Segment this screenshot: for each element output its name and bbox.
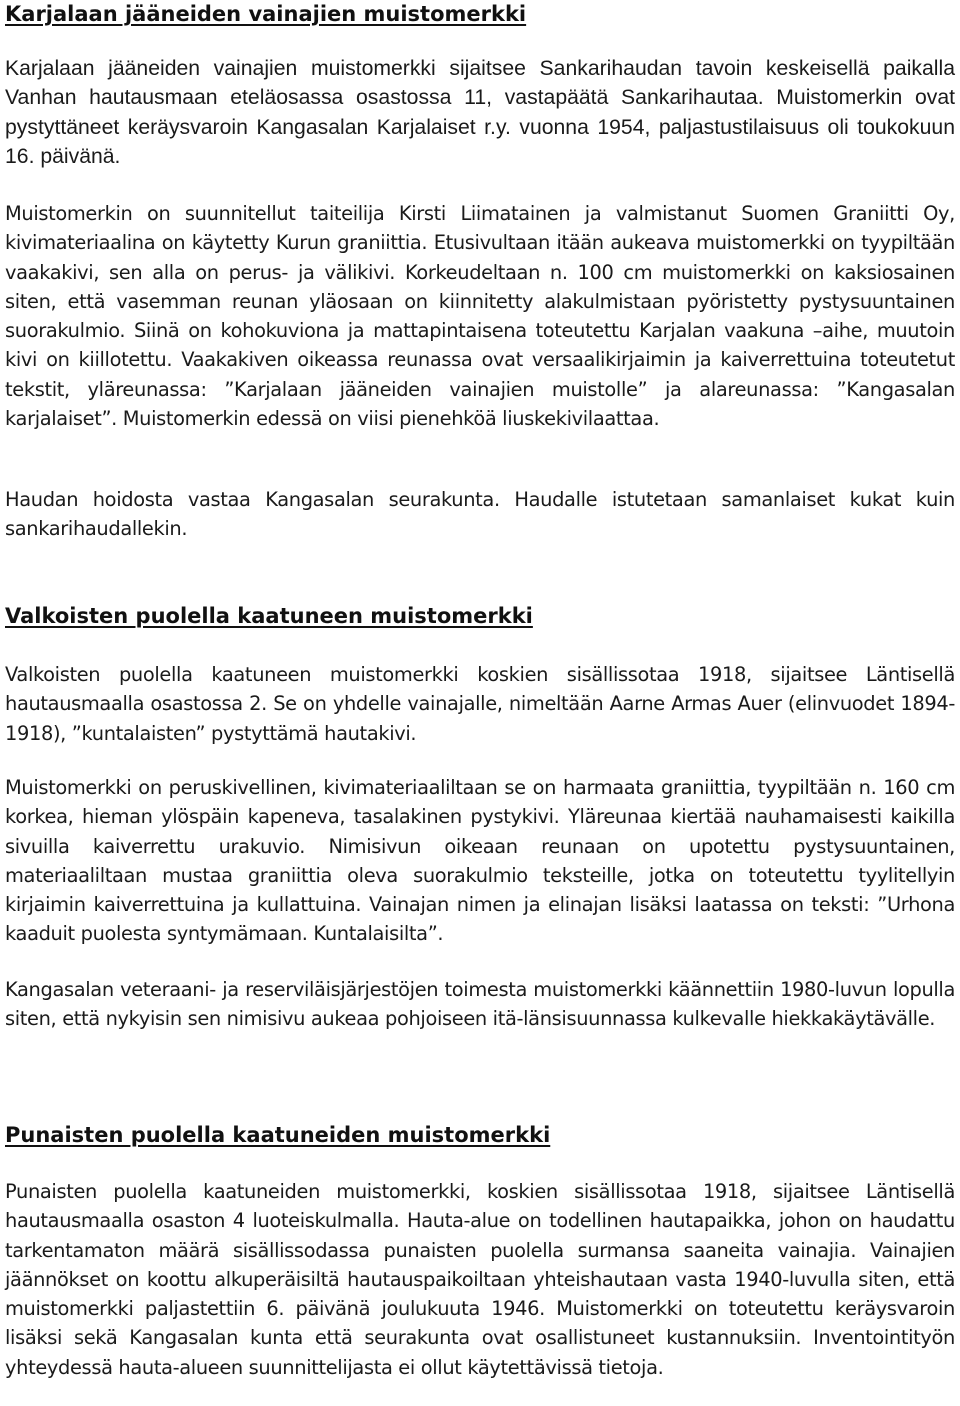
paragraph-karelia-location: Karjalaan jääneiden vainajien muistomerkki sijaitsee Sankarihaudan tavoin keskeisellä paikalla Vanhan hautausmaan eteläosassa osastossa 11, vastapäätä Sankarihautaa. Muistomerkin ovat pystyttäneet keräysvaroin Kangasalan Karjalaiset r.y. vuonna 1954, paljastustilaisuus oli toukokuun 16. päivänä.: [5, 57, 955, 168]
paragraph-karelia-maintenance: Haudan hoidosta vastaa Kangasalan seurakunta. Haudalle istutetaan samanlaiset kukat kuin sankarihaudallekin.: [5, 488, 955, 541]
paragraph-whites-description: Muistomerkki on peruskivellinen, kivimateriaaliltaan se on harmaata graniittia, tyypiltään n. 160 cm korkea, hieman ylöspäin kapeneva, tasalakinen pystykivi. Yläreunaa kiertää nauhamaisesti kaikilla sivuilla kaiverrettu urakuvio. Nimisivun oikeaan reunaan on upotettu pystysuuntainen, materiaaliltaan mustaa graniittia oleva suorakulmio teksteille, jotka on toteutettu tyylitellyin kirjaimin kaiverrettuina ja kullattuina. Vainajan nimen ja elinajan lisäksi laatassa on teksti: ”Urhona kaaduit puolesta syntymämaan. Kuntalaisilta”.: [5, 776, 955, 946]
paragraph-whites-orientation: Kangasalan veteraani- ja reserviläisjärjestöjen toimesta muistomerkki käännettiin 1980-luvun lopulla siten, että nykyisin sen nimisivu aukeaa pohjoiseen itä-länsisuunnassa kulkevalle hiekkakäytävälle.: [5, 978, 955, 1031]
section-heading-whites-memorial: Valkoisten puolella kaatuneen muistomerkki: [5, 604, 533, 628]
section-heading-reds-memorial: Punaisten puolella kaatuneiden muistomerkki: [5, 1123, 551, 1147]
paragraph-reds-description: Punaisten puolella kaatuneiden muistomerkki, koskien sisällissotaa 1918, sijaitsee Läntisellä hautausmaalla osaston 4 luoteiskulmalla. Hauta-alue on todellinen hautapaikka, johon on haudattu tarkentamaton määrä sisällissodassa punaisten puolella surmansa saaneita vainajia. Vainajien jäännökset on koottu alkuperäisiltä hautauspaikoiltaan yhteishautaan vasta 1940-luvulla siten, että muistomerkki paljastettiin 6. päivänä joulukuuta 1946. Muistomerkki on toteutettu keräysvaroin lisäksi sekä Kangasalan kunta että seurakunta ovat osallistuneet kustannuksiin. Inventointityön yhteydessä hauta-alueen suunnittelijasta ei ollut käytettävissä tietoja.: [5, 1180, 955, 1379]
section-heading-karelia-memorial: Karjalaan jääneiden vainajien muistomerkki: [5, 2, 527, 26]
paragraph-karelia-design: Muistomerkin on suunnitellut taiteilija Kirsti Liimatainen ja valmistanut Suomen Graniitti Oy, kivimateriaalina on käytetty Kurun graniittia. Etusivultaan itään aukeava muistomerkki on tyypiltään vaakakivi, sen alla on perus- ja välikivi. Korkeudeltaan n. 100 cm muistomerkki on kaksiosainen siten, että vasemman reunan yläosaan on kiinnitetty alakulmistaan pyöristetty pystysuuntainen suorakulmio. Siinä on kohokuviona ja mattapintaisena toteutettu Karjalan vaakuna –aihe, muutoin kivi on kiillotettu. Vaakakiven oikeassa reunassa ovat versaalikirjaimin ja kaiverrettuina toteutetut tekstit, yläreunassa: ”Karjalaan jääneiden vainajien muistolle” ja alareunassa: ”Kangasalan karjalaiset”. Muistomerkin edessä on viisi pienehköä liuskekivilaattaa.: [5, 202, 955, 431]
paragraph-whites-location: Valkoisten puolella kaatuneen muistomerkki koskien sisällissotaa 1918, sijaitsee Läntisellä hautausmaalla osastossa 2. Se on yhdelle vainajalle, nimeltään Aarne Armas Auer (elinvuodet 1894-1918), ”kuntalaisten” pystyttämä hautakivi.: [5, 663, 955, 745]
